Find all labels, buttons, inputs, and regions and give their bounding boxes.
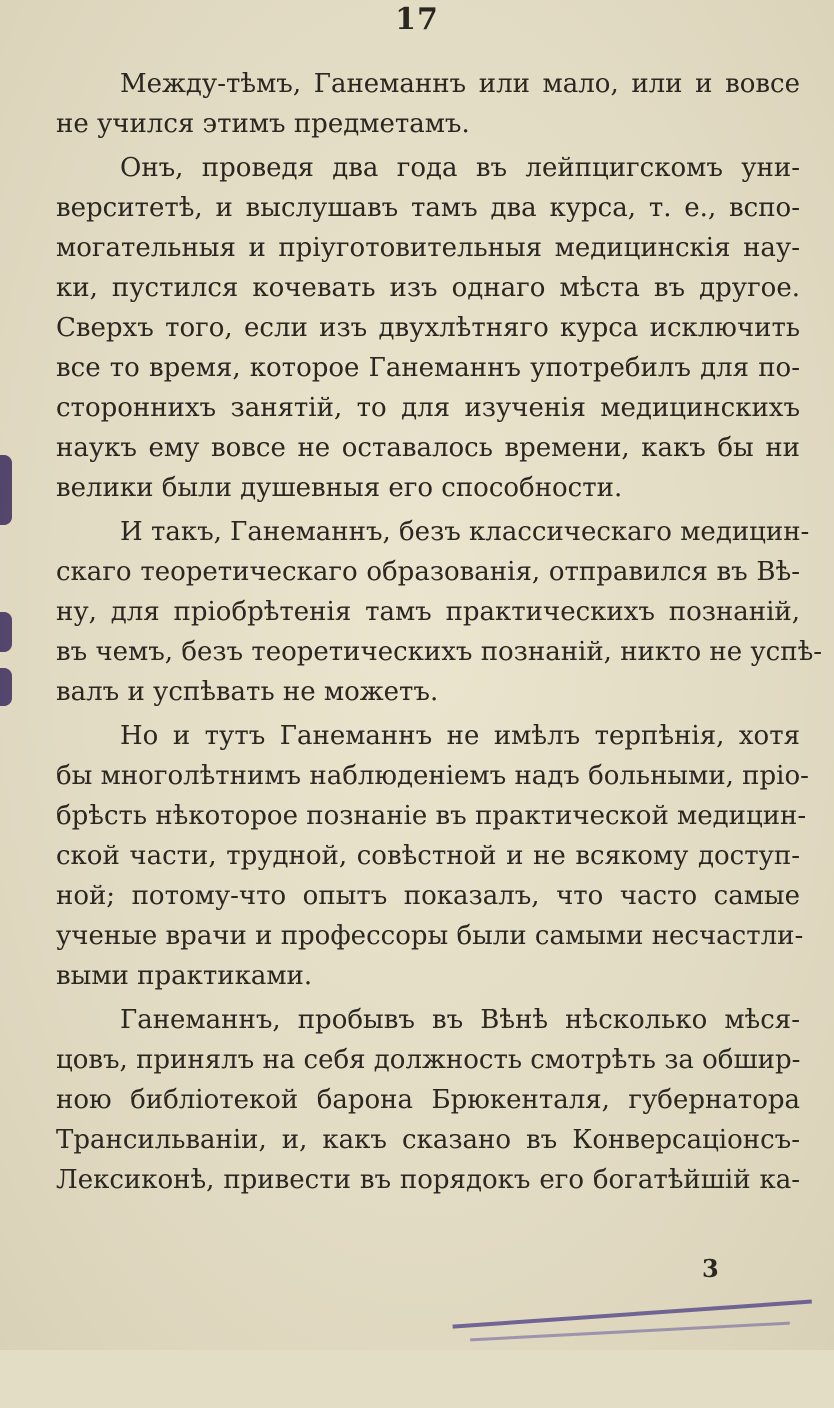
text-line: цовъ, принялъ на себя должность смотрѣть за обшир- xyxy=(56,1045,801,1075)
text-line: ну, для пріобрѣтенія тамъ практическихъ познаній, xyxy=(56,597,800,627)
text-line: наукъ ему вовсе не оставалось времени, какъ бы ни xyxy=(56,433,800,463)
text-line: велики были душевныя его способности. xyxy=(56,473,623,503)
page-number: 17 xyxy=(395,2,439,37)
text-line: Сверхъ того, если изъ двухлѣтняго курса исключить xyxy=(56,313,800,343)
text-line: Лексиконѣ, привести въ порядокъ его богатѣйшій ка- xyxy=(56,1165,800,1195)
margin-ink-mark xyxy=(0,612,12,652)
text-line: Но и тутъ Ганеманнъ не имѣлъ терпѣнія, хотя xyxy=(120,721,800,751)
text-line: И такъ, Ганеманнъ, безъ классическаго медицин- xyxy=(120,517,810,547)
text-line: въ чемъ, безъ теоретическихъ познаній, никто не успѣ- xyxy=(56,637,823,667)
margin-ink-mark xyxy=(0,455,12,525)
text-line: брѣсть нѣкоторое познаніе въ практической медицин- xyxy=(56,801,807,831)
text-line: бы многолѣтнимъ наблюденіемъ надъ больными, пріо- xyxy=(56,761,809,791)
text-line: не учился этимъ предметамъ. xyxy=(56,109,470,139)
text-line: Трансильваніи, и, какъ сказано въ Конверсаціонсъ- xyxy=(56,1125,800,1155)
text-line: верситетѣ, и выслушавъ тамъ два курса, т. е., вспо- xyxy=(56,193,800,223)
text-line: выми практиками. xyxy=(56,961,313,991)
text-line: ученые врачи и профессоры были самыми несчастли- xyxy=(56,921,804,951)
text-line: Между-тѣмъ, Ганеманнъ или мало, или и вовсе xyxy=(120,69,800,99)
text-line: все то время, которое Ганеманнъ употребилъ для по- xyxy=(56,353,800,383)
text-line: Ганеманнъ, пробывъ въ Вѣнѣ нѣсколько мѣся- xyxy=(120,1005,800,1035)
margin-ink-mark xyxy=(0,668,12,706)
text-line: ки, пустился кочевать изъ однаго мѣста въ другое. xyxy=(56,273,800,303)
text-line: стороннихъ занятій, то для изученія медицинскихъ xyxy=(56,393,800,423)
text-line: ной; потому-что опытъ показалъ, что часто самые xyxy=(56,881,800,911)
text-line: могательныя и пріуготовительныя медицинскія нау- xyxy=(56,233,800,263)
text-line: скаго теоретическаго образованія, отправился въ Вѣ- xyxy=(56,557,800,587)
text-line: ною библіотекой барона Брюкенталя, губернатора xyxy=(56,1085,800,1115)
text-line: ской части, трудной, совѣстной и не всякому доступ- xyxy=(56,841,800,871)
signature-mark: 3 xyxy=(702,1254,719,1283)
text-line: Онъ, проведя два года въ лейпцигскомъ уни- xyxy=(120,153,800,183)
text-line: валъ и успѣвать не можетъ. xyxy=(56,677,439,707)
